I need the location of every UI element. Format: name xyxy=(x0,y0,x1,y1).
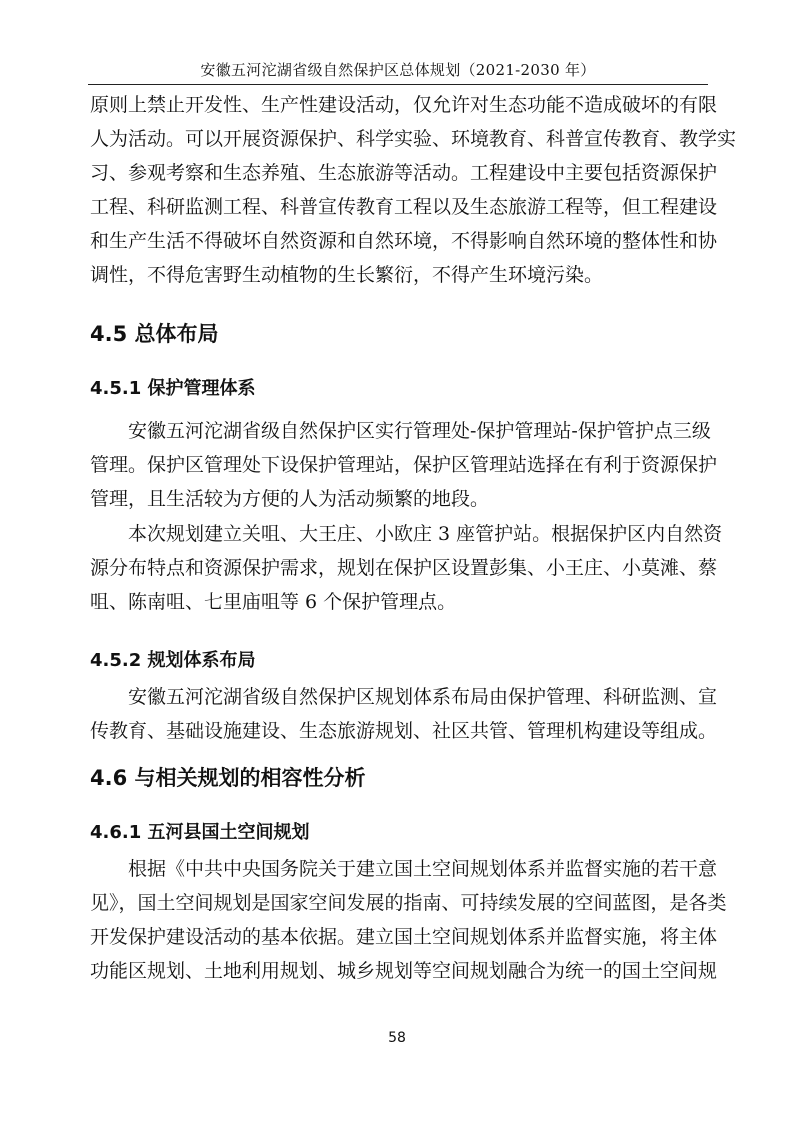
paragraph-line: 传教育、基础设施建设、生态旅游规划、社区共管、管理机构建设等组成。 xyxy=(90,720,718,742)
section-heading-4-5: 4.5 总体布局 xyxy=(90,322,219,346)
paragraph-line: 调性，不得危害野生动植物的生长繁衍，不得产生环境污染。 xyxy=(90,264,604,286)
paragraph-line: 源分布特点和资源保护需求，规划在保护区设置彭集、小王庄、小莫滩、蔡 xyxy=(90,557,718,579)
paragraph-line: 工程、科研监测工程、科普宣传教育工程以及生态旅游工程等，但工程建设 xyxy=(90,196,718,218)
intro-paragraph xyxy=(90,88,737,292)
paragraph-4-5-1-a xyxy=(90,414,718,516)
subsection-heading-4-5-1: 4.5.1 保护管理体系 xyxy=(90,378,256,399)
paragraph-line: 本次规划建立关咀、大王庄、小欧庄 3 座管护站。根据保护区内自然资 xyxy=(128,523,723,545)
paragraph-line: 见》，国土空间规划是国家空间发展的指南、可持续发展的空间蓝图，是各类 xyxy=(90,892,727,914)
paragraph-4-5-2 xyxy=(90,680,718,748)
section-heading-4-6: 4.6 与相关规划的相容性分析 xyxy=(90,766,366,790)
running-header: 安徽五河沱湖省级自然保护区总体规划（2021-2030 年） xyxy=(200,61,596,79)
paragraph-line: 和生产生活不得破坏自然资源和自然环境，不得影响自然环境的整体性和协 xyxy=(90,230,718,252)
subsection-heading-4-6-1: 4.6.1 五河县国土空间规划 xyxy=(90,822,310,843)
paragraph-line: 安徽五河沱湖省级自然保护区实行管理处-保护管理站-保护管护点三级 xyxy=(128,420,711,442)
paragraph-line: 原则上禁止开发性、生产性建设活动，仅允许对生态功能不造成破坏的有限 xyxy=(90,94,718,116)
paragraph-line: 人为活动。可以开展资源保护、科学实验、环境教育、科普宣传教育、教学实 xyxy=(90,128,737,150)
page-number: 58 xyxy=(388,1030,406,1046)
paragraph-line: 功能区规划、土地利用规划、城乡规划等空间规划融合为统一的国土空间规 xyxy=(90,960,718,982)
paragraph-line: 咀、陈南咀、七里庙咀等 6 个保护管理点。 xyxy=(90,591,457,613)
paragraph-line: 安徽五河沱湖省级自然保护区规划体系布局由保护管理、科研监测、宣 xyxy=(128,686,718,708)
paragraph-line: 管理，且生活较为方便的人为活动频繁的地段。 xyxy=(90,488,490,510)
subsection-heading-4-5-2: 4.5.2 规划体系布局 xyxy=(90,650,256,671)
paragraph-4-5-1-b xyxy=(90,517,723,619)
paragraph-line: 管理。保护区管理处下设保护管理站，保护区管理站选择在有利于资源保护 xyxy=(90,454,718,476)
paragraph-line: 开发保护建设活动的基本依据。建立国土空间规划体系并监督实施，将主体 xyxy=(90,926,718,948)
paragraph-line: 根据《中共中央国务院关于建立国土空间规划体系并监督实施的若干意 xyxy=(128,858,718,880)
header-rule xyxy=(88,84,708,85)
paragraph-line: 习、参观考察和生态养殖、生态旅游等活动。工程建设中主要包括资源保护 xyxy=(90,162,718,184)
paragraph-4-6-1 xyxy=(90,852,727,988)
